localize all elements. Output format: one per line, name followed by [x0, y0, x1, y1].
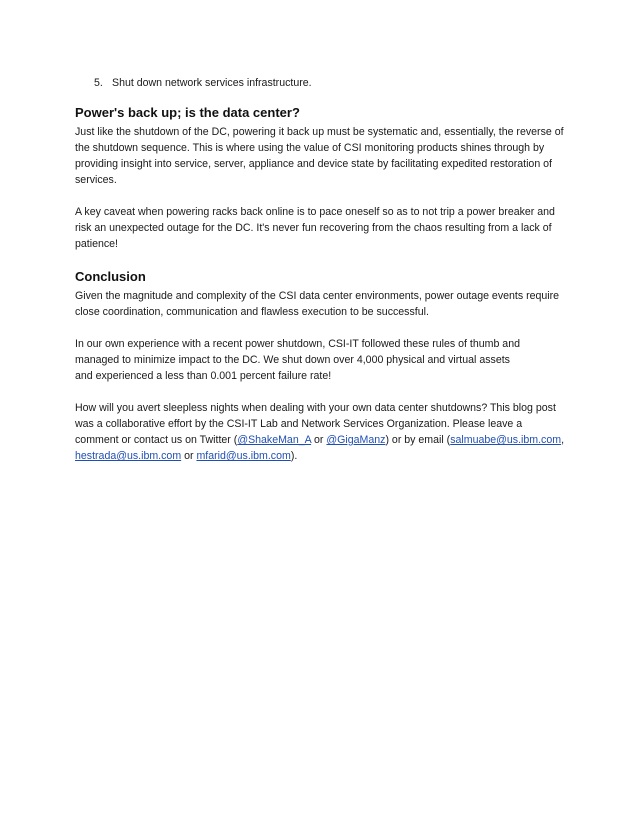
paragraph-conclusion-2 — [75, 336, 565, 384]
section-heading-conclusion: Conclusion — [75, 269, 146, 284]
paragraph-conclusion-3-text-2: ) or by email ( — [385, 434, 451, 446]
twitter-link-gigamanz[interactable]: @GigaManz — [326, 434, 386, 446]
paragraph-conclusion-2-line-2: managed to minimize impact to the DC. We shut down over 4,000 physical and virtual assets — [75, 354, 510, 366]
paragraph-conclusion-3-text-1: How will you avert sleepless nights when dealing with your own data center shutdowns? This blog post was a collaborative effort by the CSI-IT Lab and Network Services Organization. Please leave a comment or contact us on Twitter ( — [75, 402, 556, 446]
page-content — [75, 75, 565, 464]
email-link-mfarid[interactable]: mfarid@us.ibm.com — [196, 450, 291, 462]
paragraph-conclusion-2-line-1: In our own experience with a recent power shutdown, CSI-IT followed these rules of thumb and — [75, 338, 520, 350]
paragraph-conclusion-2-line-3: and experienced a less than 0.001 percent failure rate! — [75, 370, 332, 382]
list-item-number: 5. — [94, 77, 103, 89]
email-link-hestrada[interactable]: hestrada@us.ibm.com — [75, 450, 182, 462]
paragraph-conclusion-3-end: ). — [290, 450, 298, 462]
list-item — [94, 75, 565, 91]
section-heading-power-back-up: Power's back up; is the data center? — [75, 105, 300, 120]
twitter-link-shakeman[interactable]: @ShakeMan_A — [237, 434, 312, 446]
list-item-text: Shut down network services infrastructure. — [112, 77, 312, 89]
paragraph-power-back-up-1: Just like the shutdown of the DC, powering it back up must be systematic and, essentially, the reverse of the shutdown sequence. This is where using the value of CSI monitoring products shines through by providing insight into service, server, appliance and device state by facilitating expedited restoration of services. — [75, 126, 564, 186]
email-link-salmuabe[interactable]: salmuabe@us.ibm.com — [450, 434, 562, 446]
paragraph-conclusion-3 — [75, 400, 565, 464]
paragraph-power-back-up-2: A key caveat when powering racks back online is to pace oneself so as to not trip a power breaker and risk an unexpected outage for the DC. It's never fun recovering from the chaos resulting from a lack of patience! — [75, 206, 555, 250]
paragraph-conclusion-3-or-1: or — [311, 434, 327, 446]
paragraph-conclusion-3-or-2: or — [181, 450, 197, 462]
paragraph-conclusion-1: Given the magnitude and complexity of the CSI data center environments, power outage events require close coordination, communication and flawless execution to be successful. — [75, 290, 560, 318]
paragraph-conclusion-3-comma: , — [561, 434, 565, 446]
